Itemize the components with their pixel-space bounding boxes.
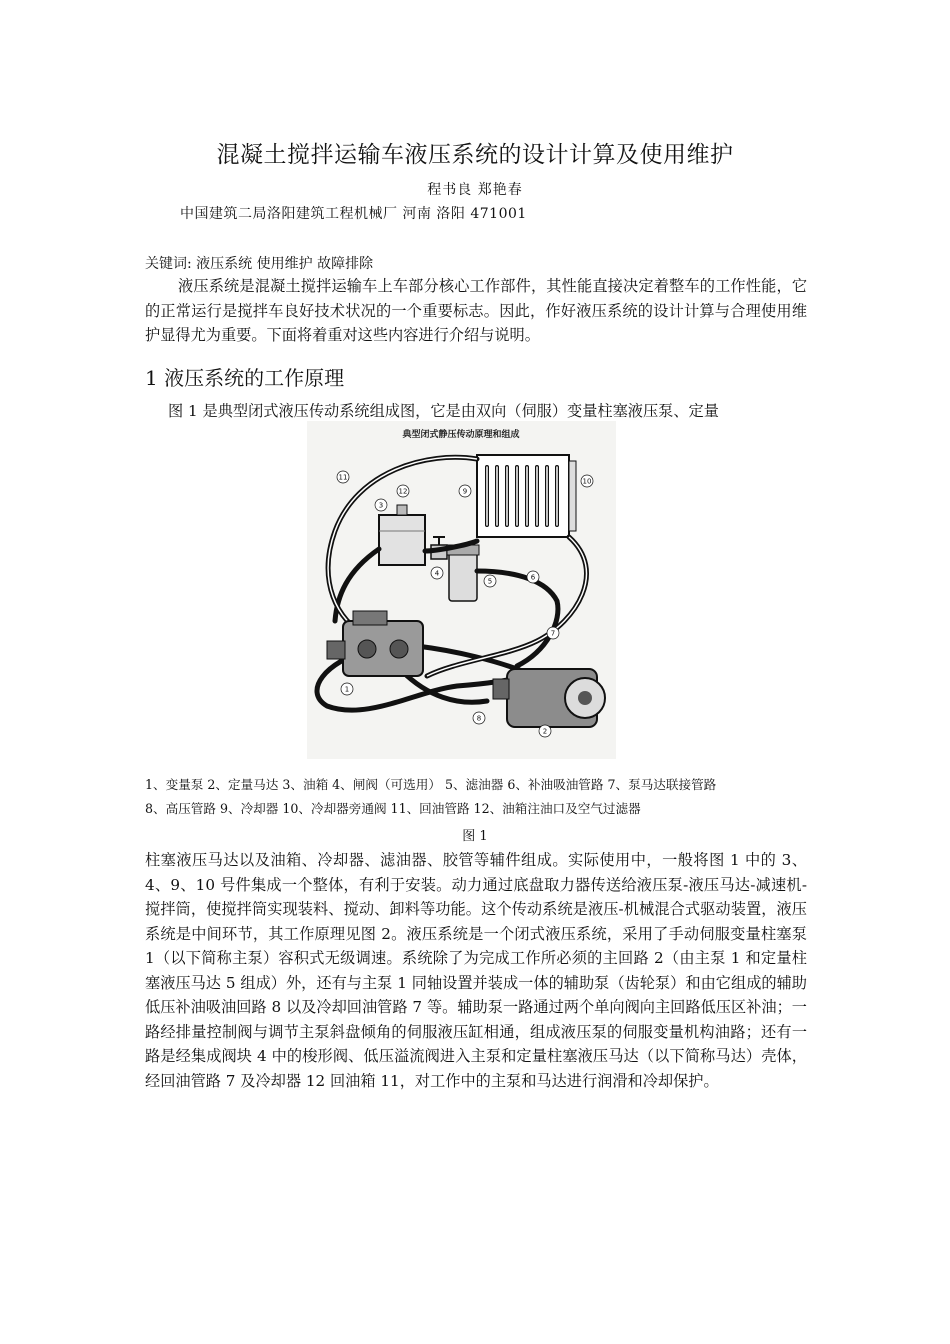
fixed-motor-shape — [493, 669, 605, 727]
authors: 程书良 郑艳春 — [427, 182, 523, 198]
callout-1: 1 — [344, 685, 350, 694]
filter-shape — [447, 545, 479, 601]
callout-10: 10 — [582, 477, 592, 486]
callout-9: 9 — [462, 487, 468, 496]
keywords: 关键词: 液压系统 使用维护 故障排除 — [145, 256, 374, 272]
callout-5: 5 — [487, 577, 493, 586]
callout-8: 8 — [476, 714, 482, 723]
intro-paragraph: 液压系统是混凝土搅拌运输车上车部分核心工作部件，其性能直接决定着整车的工作性能，它的正常运行是搅拌车良好技术状况的一个重要标志。因此，作好液压系统的设计计算与合理使用维护显得尤为重要。下面将着重对这些内容进行介绍与说明。 — [145, 277, 807, 344]
section-lead-line: 图 1 是典型闭式液压传动系统组成图，它是由双向（伺服）变量柱塞液压泵、定量 — [168, 402, 719, 420]
figure-title: 典型闭式静压传动原理和组成 — [402, 430, 520, 440]
figure-caption-line-2: 8、高压管路 9、冷却器 10、冷却器旁通阀 11、回油管路 12、油箱注油口及空气过滤器 — [145, 801, 641, 816]
hydraulic-diagram-drawing — [307, 421, 616, 759]
figure-hydraulic-system — [307, 421, 616, 759]
callout-11: 11 — [338, 473, 348, 482]
callout-7: 7 — [550, 629, 556, 638]
oil-tank-shape — [379, 505, 425, 565]
document-title: 混凝土搅拌运输车液压系统的设计计算及使用维护 — [216, 142, 734, 168]
callout-4: 4 — [434, 569, 440, 578]
callout-12: 12 — [398, 487, 408, 496]
figure-label: 图 1 — [462, 829, 488, 844]
section-heading: 1 液压系统的工作原理 — [145, 366, 345, 390]
callout-2: 2 — [542, 727, 548, 736]
affiliation: 中国建筑二局洛阳建筑工程机械厂 河南 洛阳 471001 — [180, 206, 527, 222]
cooler-shape — [477, 455, 576, 537]
callout-6: 6 — [530, 573, 536, 582]
section-body-paragraph: 柱塞液压马达以及油箱、冷却器、滤油器、胶管等辅件组成。实际使用中，一般将图 1 中的 3、4、9、10 号件集成一个整体，有利于安装。动力通过底盘取力器传送给液压泵-液压马达-减速机-搅拌筒，使搅拌筒实现装料、搅动、卸料等功能。这个传动系统是液压-机械混合式驱动装置，液压系统是中间环节，其工作原理见图 2。液压系统是一个闭式液压系统，采用了手动伺服变量柱塞泵 1（以下简称主泵）容积式无级调速。系统除了为完成工作所必须的主回路 2（由主泵 1 和定量柱塞液压马达 5 组成）外，还有与主泵 1 同轴设置并装成一体的辅助泵（齿轮泵）和由它组成的辅助低压补油吸油回路 8 以及冷却回油管路 7 等。辅助泵一路通过两个单向阀向主回路低压区补油；一路经排量控制阀与调节主泵斜盘倾角的伺服液压缸相通，组成液压泵的伺服变量机构油路；还有一路是经集成阀块 4 中的梭形阀、低压溢流阀进入主泵和定量柱塞液压马达（以下简称马达）壳体，经回油管路 7 及冷却器 12 回油箱 11，对工作中的主泵和马达进行润滑和冷却保护。 — [145, 851, 807, 1090]
callout-3: 3 — [378, 501, 384, 510]
figure-caption-line-1: 1、变量泵 2、定量马达 3、油箱 4、闸阀（可选用） 5、滤油器 6、补油吸油管路 7、泵马达联接管路 — [145, 777, 717, 792]
